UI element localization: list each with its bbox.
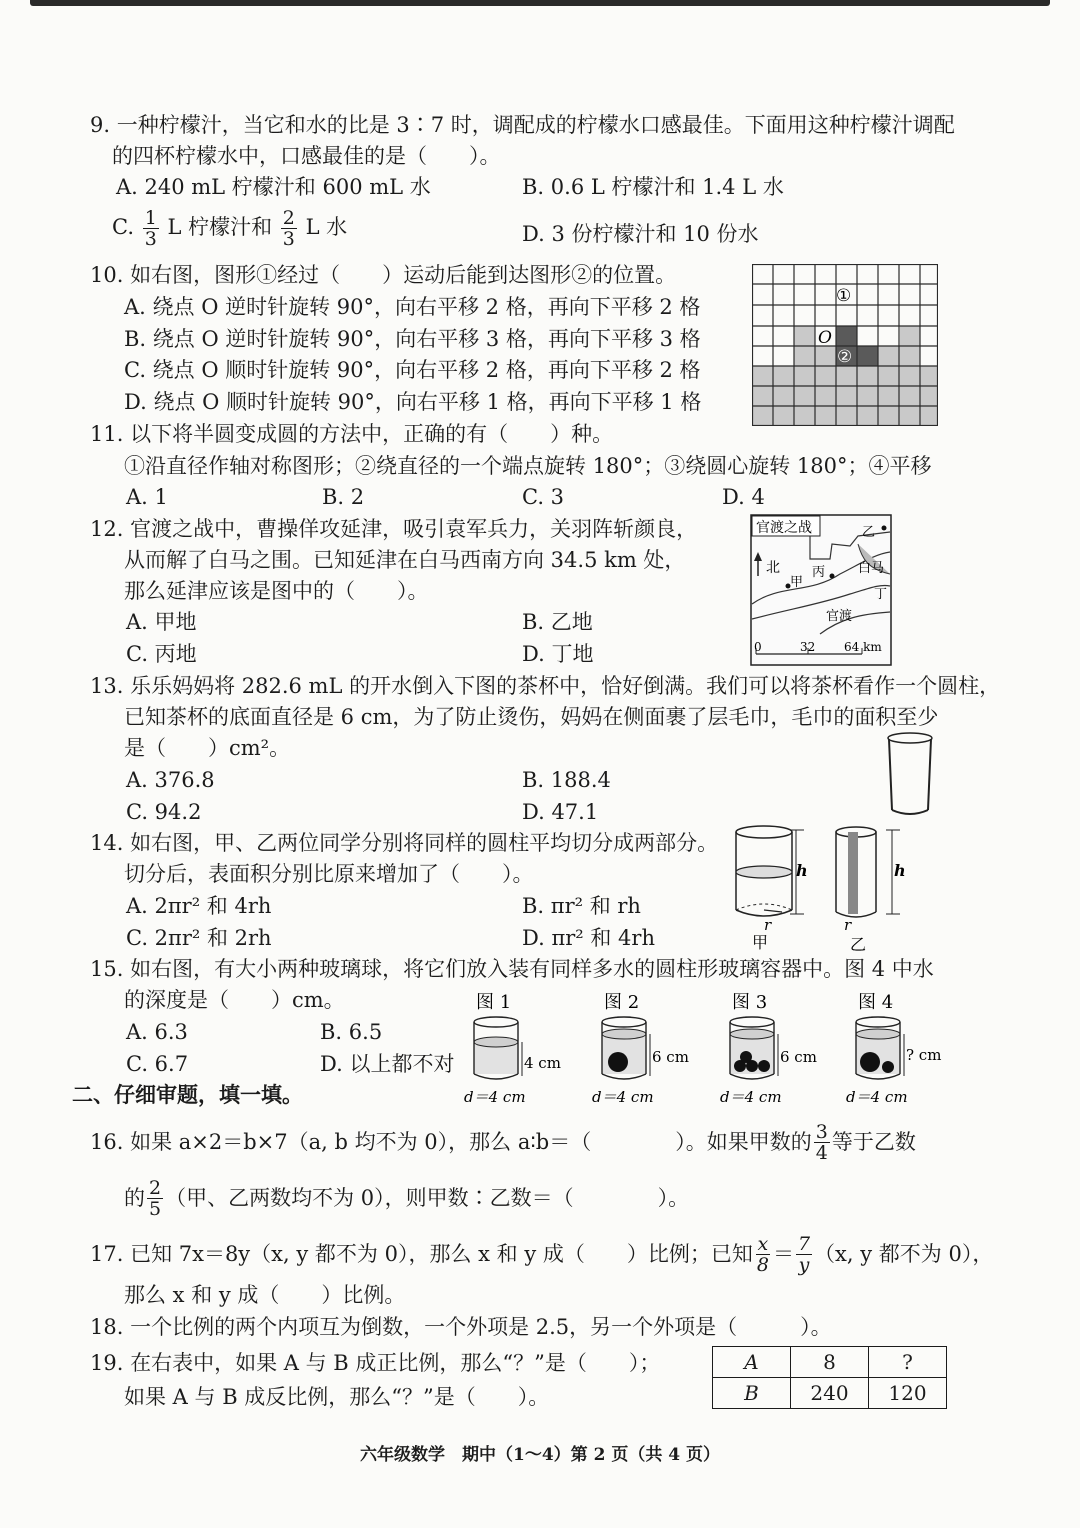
q15-fig4-title: 图 4: [858, 992, 894, 1013]
q19-table: [712, 1346, 947, 1409]
q12-option-d: D. 丁地: [522, 642, 594, 666]
q13-option-d: D. 47.1: [522, 800, 599, 824]
q11-option-d: D. 4: [722, 485, 765, 509]
q17-fraction-1: [755, 1234, 771, 1275]
q9-c-suffix: L 水: [305, 215, 348, 239]
q9-c-frac2-num: 2: [282, 207, 295, 229]
q15-fig2-title: 图 2: [604, 992, 640, 1013]
q17-line1: [90, 1230, 993, 1278]
q12-stem-line3: 那么延津应该是图中的（ ）。: [124, 579, 429, 603]
q11-methods: ①沿直径作轴对称图形；②绕直径的一个端点旋转 180°；③绕圆心旋转 180°；④平移: [124, 454, 932, 478]
q19-table-row-b: [713, 1378, 947, 1409]
q16-frac1-num: 3: [815, 1120, 828, 1143]
q13-option-b: B. 188.4: [522, 768, 611, 792]
map-bing: 丙: [812, 565, 826, 580]
q15-fig4-diam: d＝4 cm: [846, 1088, 908, 1106]
q16-frac2-num: 2: [149, 1176, 162, 1199]
q19-cell-a-label: A: [713, 1347, 791, 1378]
q17-frac1-den: 8: [756, 1253, 769, 1276]
q17-frac2-num: 7: [797, 1232, 811, 1255]
q9-stem-line2: 的四杯柠檬水中，口感最佳的是（ ）。: [112, 144, 501, 168]
q17-line1-text: 17. 已知 7x＝8y（x, y 都不为 0），那么 x 和 y 成（ ）比例；已知: [90, 1242, 753, 1266]
q10-grid-figure: [752, 264, 938, 426]
q17-line2: 那么 x 和 y 成（ ）比例。: [124, 1283, 406, 1307]
q19-cell-b-label: B: [713, 1378, 791, 1409]
q10-label-2: ②: [837, 347, 853, 367]
q13-cup-figure: [884, 730, 936, 820]
q11-option-a: A. 1: [126, 485, 168, 509]
q14-stem-line1: 14. 如右图，甲、乙两位同学分别将同样的圆柱平均切分成两部分。: [90, 831, 719, 855]
q10-option-a: A. 绕点 O 逆时针旋转 90°，向右平移 2 格，再向下平移 2 格: [124, 295, 701, 319]
q15-option-a: A. 6.3: [126, 1020, 188, 1044]
map-title: 官渡之战: [756, 520, 812, 536]
q15-figure-3: [720, 992, 817, 1106]
q12-map: [750, 514, 892, 666]
q14-cylinders-figure: [730, 822, 920, 954]
q16-line1-tail: 等于乙数: [831, 1130, 916, 1154]
q9-option-b: B. 0.6 L 柠檬汁和 1.4 L 水: [522, 175, 784, 199]
map-guandu: 官渡: [826, 609, 853, 624]
q19-line2: 如果 A 与 B 成反比例，那么“？”是（ ）。: [124, 1385, 550, 1409]
q9-c-frac1-den: 3: [144, 228, 157, 250]
q11-option-c: C. 3: [522, 485, 565, 509]
q15-fig1-diam: d＝4 cm: [464, 1088, 526, 1106]
q16-fraction-2: [147, 1178, 163, 1219]
q14-option-d: D. πr² 和 4rh: [522, 926, 655, 950]
q16-fraction-1: [814, 1122, 830, 1163]
q14-yi-label: 乙: [850, 935, 867, 954]
q14-h-label-jia: h: [796, 861, 808, 880]
q19-cell-b-2: 120: [869, 1378, 947, 1409]
q15-fig3-depth: 6 cm: [780, 1048, 817, 1066]
q16-frac1-den: 4: [815, 1141, 828, 1164]
q12-stem-line2: 从而解了白马之围。已知延津在白马西南方向 34.5 km 处，: [124, 548, 686, 572]
q15-fig3-diam: d＝4 cm: [720, 1088, 782, 1106]
q19-cell-a-1: 8: [791, 1347, 869, 1378]
q15-fig1-title: 图 1: [476, 992, 512, 1013]
q19-cell-a-2: ?: [869, 1347, 947, 1378]
map-jia: 甲: [790, 575, 804, 590]
q15-stem-line2: 的深度是（ ）cm。: [124, 988, 345, 1012]
q9-c-frac1-num: 1: [144, 207, 157, 229]
q16-line1: [90, 1118, 916, 1166]
q10-option-d: D. 绕点 O 顺时针旋转 90°，向右平移 1 格，再向下平移 1 格: [124, 390, 702, 414]
q14-jia-label: 甲: [752, 933, 769, 952]
q13-option-a: A. 376.8: [126, 768, 215, 792]
q12-option-b: B. 乙地: [522, 610, 593, 634]
q11-option-b: B. 2: [322, 485, 365, 509]
q12-stem-line1: 12. 官渡之战中，曹操佯攻延津，吸引袁军兵力，关羽阵斩颜良，: [90, 517, 698, 541]
q11-stem: 11. 以下将半圆变成圆的方法中，正确的有（ ）种。: [90, 422, 614, 446]
q9-c-fraction-1: [143, 208, 159, 249]
map-north: 北: [766, 560, 780, 576]
q15-stem-line1: 15. 如右图，有大小两种玻璃球，将它们放入装有同样多水的圆柱形玻璃容器中。图 4 中水: [90, 957, 934, 981]
q15-option-c: C. 6.7: [126, 1052, 189, 1076]
q17-fraction-2: [796, 1234, 812, 1275]
q14-option-b: B. πr² 和 rh: [522, 894, 641, 918]
q17-equals: ＝: [772, 1242, 794, 1266]
q15-fig2-diam: d＝4 cm: [592, 1088, 654, 1106]
q15-fig4-depth: ? cm: [906, 1046, 942, 1064]
q10-label-o: O: [818, 328, 832, 348]
page-top-edge: [30, 0, 1050, 6]
q15-figure-4: [846, 992, 941, 1106]
scale-64: 64 km: [844, 640, 882, 654]
q15-fig1-depth: 4 cm: [524, 1054, 561, 1072]
q16-frac2-den: 5: [149, 1197, 162, 1220]
q14-r-label-jia: r: [764, 916, 772, 934]
q14-option-c: C. 2πr² 和 2rh: [126, 926, 272, 950]
q10-stem: 10. 如右图，图形①经过（ ）运动后能到达图形②的位置。: [90, 263, 677, 287]
q15-fig3-title: 图 3: [732, 992, 768, 1013]
q17-frac1-num: x: [757, 1232, 769, 1255]
q9-option-c: [112, 208, 347, 249]
q9-stem-line1: 9. 一种柠檬汁，当它和水的比是 3∶7 时，调配成的柠檬水口感最佳。下面用这种柠檬汁调配: [90, 113, 955, 137]
q15-figure-2: [592, 992, 689, 1106]
q17-line1-tail: （x, y 都不为 0），: [814, 1242, 994, 1266]
q16-line2: [124, 1174, 689, 1222]
q13-option-c: C. 94.2: [126, 800, 202, 824]
q10-option-b: B. 绕点 O 逆时针旋转 90°，向右平移 3 格，再向下平移 3 格: [124, 327, 701, 351]
q9-option-d: D. 3 份柠檬汁和 10 份水: [522, 222, 759, 246]
q13-stem-line1: 13. 乐乐妈妈将 282.6 mL 的开水倒入下图的茶杯中，恰好倒满。我们可以将茶杯看作一个圆柱，: [90, 674, 1001, 698]
q13-stem-line2: 已知茶杯的底面直径是 6 cm，为了防止烫伤，妈妈在侧面裹了层毛巾，毛巾的面积至少: [124, 705, 939, 729]
q14-stem-line2: 切分后，表面积分别比原来增加了（ ）。: [124, 862, 534, 886]
q12-option-a: A. 甲地: [126, 610, 197, 634]
q15-fig2-depth: 6 cm: [652, 1048, 689, 1066]
map-ding: 丁: [874, 587, 888, 602]
q15-containers-figure: [460, 990, 950, 1108]
section-2-heading: 二、仔细审题，填一填。: [72, 1082, 303, 1107]
q19-cell-b-1: 240: [791, 1378, 869, 1409]
scale-0: 0: [754, 640, 762, 654]
q17-frac2-den: y: [798, 1253, 810, 1276]
q9-option-a: A. 240 mL 柠檬汁和 600 mL 水: [116, 175, 431, 199]
q9-c-prefix: C.: [112, 215, 134, 239]
q14-r-label-yi: r: [844, 916, 852, 934]
q10-label-1: ①: [836, 286, 852, 306]
q19-line1: 19. 在右表中，如果 A 与 B 成正比例，那么“？”是（ ）；: [90, 1351, 661, 1375]
q14-h-label-yi: h: [894, 861, 906, 880]
q16-line1-text: 16. 如果 a×2＝b×7（a, b 均不为 0），那么 a∶b＝（ ）。如果甲数的: [90, 1130, 812, 1154]
q9-c-frac2-den: 3: [282, 228, 295, 250]
q12-option-c: C. 丙地: [126, 642, 197, 666]
q10-option-c: C. 绕点 O 顺时针旋转 90°，向右平移 2 格，再向下平移 2 格: [124, 358, 701, 382]
q18-text: 18. 一个比例的两个内项互为倒数，一个外项是 2.5，另一个外项是（ ）。: [90, 1315, 832, 1339]
map-baima: 白马: [858, 561, 885, 576]
q15-figure-1: [464, 992, 561, 1106]
q15-option-b: B. 6.5: [320, 1020, 383, 1044]
scale-32: 32: [800, 640, 816, 654]
q15-option-d: D. 以上都不对: [320, 1052, 455, 1076]
q9-c-middle: L 柠檬汁和: [167, 215, 273, 239]
q16-line2-text: （甲、乙两数均不为 0），则甲数∶乙数＝（ ）。: [165, 1186, 690, 1210]
map-yi: 乙: [862, 525, 876, 540]
q14-option-a: A. 2πr² 和 4rh: [126, 894, 272, 918]
q16-line2-head: 的: [124, 1186, 145, 1210]
q9-c-fraction-2: [281, 208, 297, 249]
page-footer: 六年级数学 期中（1～4）第 2 页（共 4 页）: [360, 1445, 720, 1465]
q13-stem-line3: 是（ ）cm²。: [124, 736, 291, 760]
q19-table-row-a: [713, 1347, 947, 1378]
